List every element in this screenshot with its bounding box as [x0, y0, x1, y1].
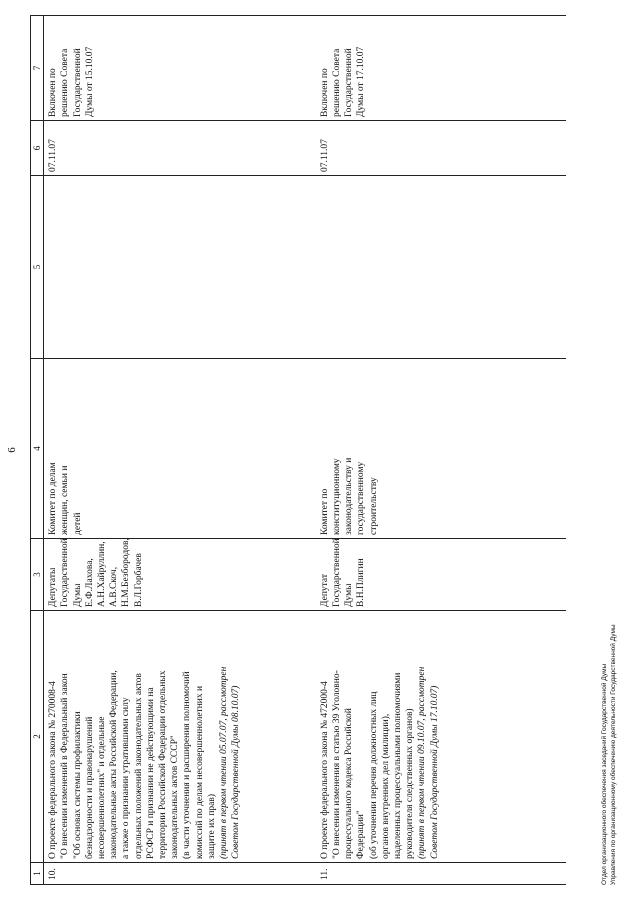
- bill-title-line: отдельных положений законодательных актов: [133, 673, 144, 859]
- author-line: Депутат: [319, 573, 330, 607]
- bill-note-line: Советом Государственной Думы 08.10.07): [231, 685, 242, 859]
- status-line: Включен по: [48, 68, 59, 117]
- author-line: В.Л.Горбачев: [133, 553, 144, 607]
- status-line: Включен по: [319, 68, 330, 117]
- bill-title-line: "Об основах системы профилактики: [72, 711, 83, 859]
- bill-title-line: законодательные акты Российской Федерации,: [109, 670, 120, 859]
- status-line: Думы от 17.10.07: [356, 46, 367, 117]
- committee-line: государственному: [356, 461, 367, 535]
- author-line: Государственной: [331, 538, 342, 607]
- bill-title-line: (об уточнении перечня должностных лиц: [368, 691, 379, 859]
- col-5: [44, 176, 316, 359]
- bill-title-line: безнадзорности и правонарушений: [84, 716, 95, 859]
- committee-line: законодательству и: [344, 457, 355, 535]
- bill-title-line: руководителя следственных органов): [405, 708, 416, 859]
- committee-line: Комитет по делам: [48, 462, 59, 535]
- committee-line: женщин, семьи и: [60, 465, 71, 535]
- status-line: Думы от 15.10.07: [84, 46, 95, 117]
- author-line: Н.М.Безбородов,: [121, 538, 132, 607]
- page-number: 6: [6, 447, 18, 453]
- bill-note-line: Советом Государственной Думы 17.10.07): [429, 685, 440, 859]
- date: 07.11.07: [316, 121, 566, 176]
- bill-title-line: защите их прав): [206, 793, 217, 859]
- agenda-table: [30, 15, 566, 885]
- author-line: А.Н.Хайруллин,: [97, 541, 108, 607]
- status-line: Государственной: [72, 48, 83, 117]
- bill-title-line: "О внесении изменений в Федеральный закон: [60, 673, 71, 859]
- committee: [316, 359, 566, 539]
- author-line: Государственной: [60, 538, 71, 607]
- col-header-2: 2: [31, 611, 44, 863]
- bill-title-line: Федерации": [356, 810, 367, 859]
- col-header-1: 1: [31, 863, 44, 885]
- bill-title-line: (в части уточнения и расширения полномочий: [182, 671, 193, 859]
- bill-title-line: О проекте федерального закона № 472000-4: [319, 681, 330, 859]
- col-5: [316, 176, 566, 359]
- col-header-4: 4: [31, 359, 44, 539]
- committee-line: строительству: [368, 477, 379, 535]
- bill-title-line: органов внутренних дел (милиции),: [380, 713, 391, 859]
- bill-title-line: наделенных процессуальными полномочиями: [392, 672, 403, 859]
- committee: [44, 359, 316, 539]
- bill-title-line: РСФСР и признании не действующими на: [145, 687, 156, 859]
- bill-title-line: комиссий по делам несовершеннолетних и: [194, 685, 205, 859]
- bill-title-line: несовершеннолетних" и отдельные: [97, 716, 108, 859]
- date: 07.11.07: [44, 121, 316, 176]
- bill-title: [316, 611, 566, 863]
- author-line: Е.Ф.Лахова,: [84, 558, 95, 607]
- bill-authors: [44, 539, 316, 611]
- col-header-5: 5: [31, 176, 44, 359]
- table-row: [44, 16, 316, 885]
- row-number: 11.: [316, 863, 566, 885]
- bill-title: [44, 611, 316, 863]
- footer-line-2: Управления по организационному обеспечению деятельности Государственной Думы: [610, 624, 617, 885]
- bill-title-line: "О внесении изменения в статью 39 Уголовно-: [331, 670, 342, 859]
- bill-title-line: а также о признании утратившими силу: [121, 697, 132, 859]
- author-line: Думы: [344, 583, 355, 607]
- col-header-7: 7: [31, 16, 44, 121]
- bill-title-line: законодательных актов СССР": [170, 735, 181, 859]
- status: [44, 16, 316, 121]
- status-line: решению Совета: [60, 48, 71, 117]
- status-line: Государственной: [344, 48, 355, 117]
- col-header-6: 6: [31, 121, 44, 176]
- author-line: Думы: [72, 583, 83, 607]
- status: [316, 16, 566, 121]
- committee-line: конституционному: [331, 458, 342, 535]
- bill-authors: [316, 539, 566, 611]
- footer-line-1: Отдел организационного обеспечения заседаний Государственной Думы: [601, 663, 608, 885]
- committee-line: детей: [72, 512, 83, 535]
- committee-line: Комитет по: [319, 488, 330, 535]
- table-body: [44, 16, 566, 885]
- bill-note-line: (принят в первом чтении 05.07.07, рассмотрен: [219, 666, 230, 859]
- row-number: 10.: [44, 863, 316, 885]
- author-line: В.Н.Плигин: [356, 558, 367, 607]
- bill-title-line: процессуального кодекса Российской: [344, 708, 355, 859]
- bill-note-line: (принят в первом чтении 09.10.07, рассмотрен: [417, 666, 428, 859]
- status-line: решению Совета: [331, 48, 342, 117]
- col-header-3: 3: [31, 539, 44, 611]
- header-row: [31, 16, 44, 885]
- author-line: Депутаты: [48, 567, 59, 607]
- bill-title-line: территории Российской Федерации отдельных: [158, 670, 169, 859]
- author-line: А.В.Скоч,: [109, 566, 120, 607]
- table-row: [316, 16, 566, 885]
- bill-title-line: О проекте федерального закона № 270008-4: [48, 681, 59, 859]
- footer: [600, 624, 618, 885]
